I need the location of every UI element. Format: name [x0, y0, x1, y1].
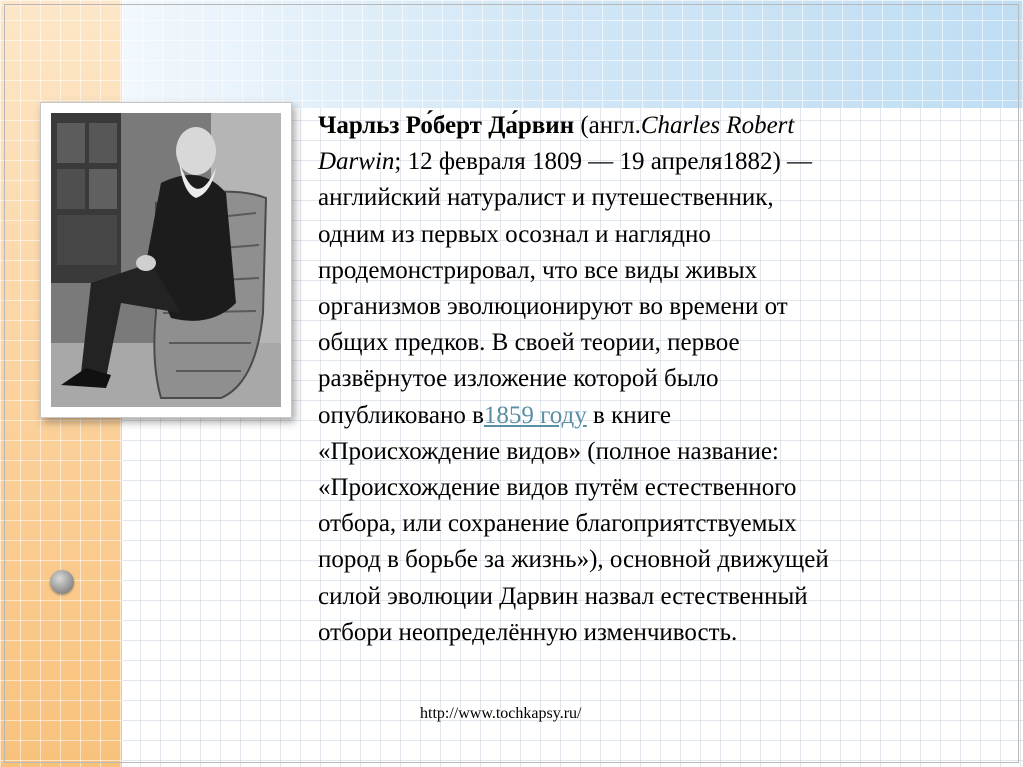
text-segment: в книге	[586, 401, 672, 429]
punch-hole-icon	[50, 570, 74, 594]
text-segment: общих предков. В своей теории, первое	[318, 329, 740, 357]
text-segment: опубликовано в	[318, 401, 484, 429]
italic-name: Darwin	[318, 148, 395, 176]
text-line	[318, 579, 958, 615]
text-segment: развёрнутое изложение которой было	[318, 365, 719, 393]
text-line	[318, 615, 958, 651]
portrait-photo	[51, 113, 281, 407]
text-segment: пород в борьбе за жизнь»), основной движущей	[318, 546, 829, 574]
bold-name: Чарльз Ро́берт Да́рвин	[318, 112, 575, 139]
text-line	[318, 217, 958, 253]
source-url: http://www.tochkapsy.ru/	[420, 705, 582, 722]
top-blue-band	[122, 0, 1023, 108]
text-segment: отбори неопределённую изменчивость.	[318, 618, 738, 646]
text-line	[318, 253, 958, 289]
text-segment: (англ.	[574, 112, 641, 139]
text-segment: силой эволюции Дарвин назвал естественный	[318, 582, 808, 610]
text-segment: отбора, или сохранение благоприятствуемых	[318, 510, 797, 538]
year-link[interactable]: 1859 году	[483, 401, 587, 429]
text-segment: «Происхождение видов путём естественного	[318, 474, 797, 502]
text-line	[318, 470, 958, 506]
text-line	[318, 180, 958, 216]
text-line	[318, 289, 958, 325]
text-segment: ; 12 февраля 1809 — 19 апреля1882) —	[394, 148, 813, 176]
text-line	[318, 108, 958, 144]
text-line	[318, 361, 958, 397]
text-segment: английский натуралист и путешественник,	[318, 184, 774, 212]
italic-name: Charles Robert	[640, 112, 795, 139]
article-text	[318, 108, 958, 651]
text-segment: «Происхождение видов» (полное название:	[318, 437, 779, 465]
text-segment: организмов эволюционируют во времени от	[318, 293, 788, 321]
text-line	[318, 398, 958, 434]
text-line	[318, 434, 958, 470]
text-line	[318, 506, 958, 542]
text-segment: продемонстрировал, что все виды живых	[318, 256, 758, 284]
text-line	[318, 542, 958, 578]
portrait-illustration-icon	[51, 113, 281, 407]
portrait-frame	[40, 102, 292, 418]
text-line	[318, 144, 958, 180]
text-line	[318, 325, 958, 361]
text-segment: одним из первых осознал и наглядно	[318, 220, 711, 248]
